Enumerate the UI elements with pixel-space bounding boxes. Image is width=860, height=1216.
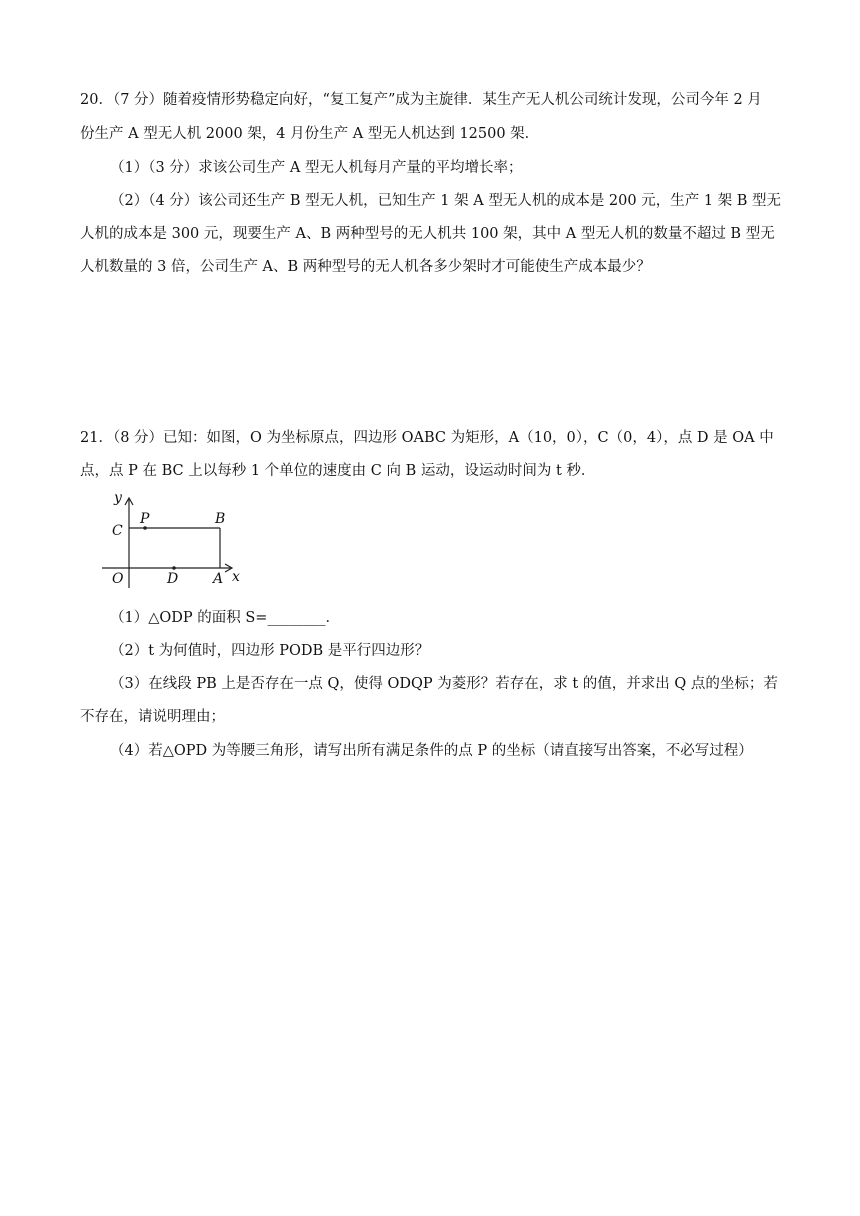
q20-part-2-line-1: （2）（4 分）该公司还生产 B 型无人机，已知生产 1 架 A 型无人机的成本是 200 元，生产 1 架 B 型无 [110, 193, 782, 209]
label-o: O [112, 571, 124, 587]
q21-line-2: 点，点 P 在 BC 上以每秒 1 个单位的速度由 C 向 B 运动，设运动时间为 t 秒． [80, 463, 596, 479]
q21-part-4: （4）若△OPD 为等腰三角形，请写出所有满足条件的点 P 的坐标（请直接写出答案，不必写过程） [110, 743, 753, 759]
q21-part-1: （1）△ODP 的面积 S=________． [110, 610, 340, 626]
q21-part-3-line-2: 不存在，请说明理由； [80, 709, 225, 725]
point-d [172, 566, 176, 570]
label-c: C [112, 523, 123, 539]
coordinate-figure [98, 490, 250, 594]
label-p: P [140, 511, 150, 527]
q21-part-3-line-1: （3）在线段 PB 上是否存在一点 Q，使得 ODQP 为菱形？若存在，求 t 的值，并求出 Q 点的坐标；若 [110, 676, 778, 692]
label-b: B [215, 511, 226, 527]
q20-line-2: 份生产 A 型无人机 2000 架，4 月份生产 A 型无人机达到 12500 架． [80, 126, 540, 142]
q20-part-2-line-2: 人机的成本是 300 元，现要生产 A、B 两种型号的无人机共 100 架，其中 A 型无人机的数量不超过 B 型无 [80, 226, 775, 242]
q21-line-1: 21．（8 分）已知：如图，O 为坐标原点，四边形 OABC 为矩形，A（10，0），C（0，4），点 D 是 OA 中 [80, 430, 774, 446]
q20-line-1: 20．（7 分）随着疫情形势稳定向好，“复工复产”成为主旋律．某生产无人机公司统计发现，公司今年 2 月 [80, 92, 762, 108]
label-a: A [213, 571, 224, 587]
q20-part-1: （1）（3 分）求该公司生产 A 型无人机每月产量的平均增长率； [110, 160, 523, 176]
label-y: y [114, 490, 122, 506]
label-d: D [167, 571, 179, 587]
q21-part-2: （2）t 为何值时，四边形 PODB 是平行四边形？ [110, 643, 430, 659]
q20-part-2-line-3: 人机数量的 3 倍，公司生产 A、B 两种型号的无人机各多少架时才可能使生产成本最少？ [80, 259, 651, 275]
label-x: x [232, 569, 240, 585]
